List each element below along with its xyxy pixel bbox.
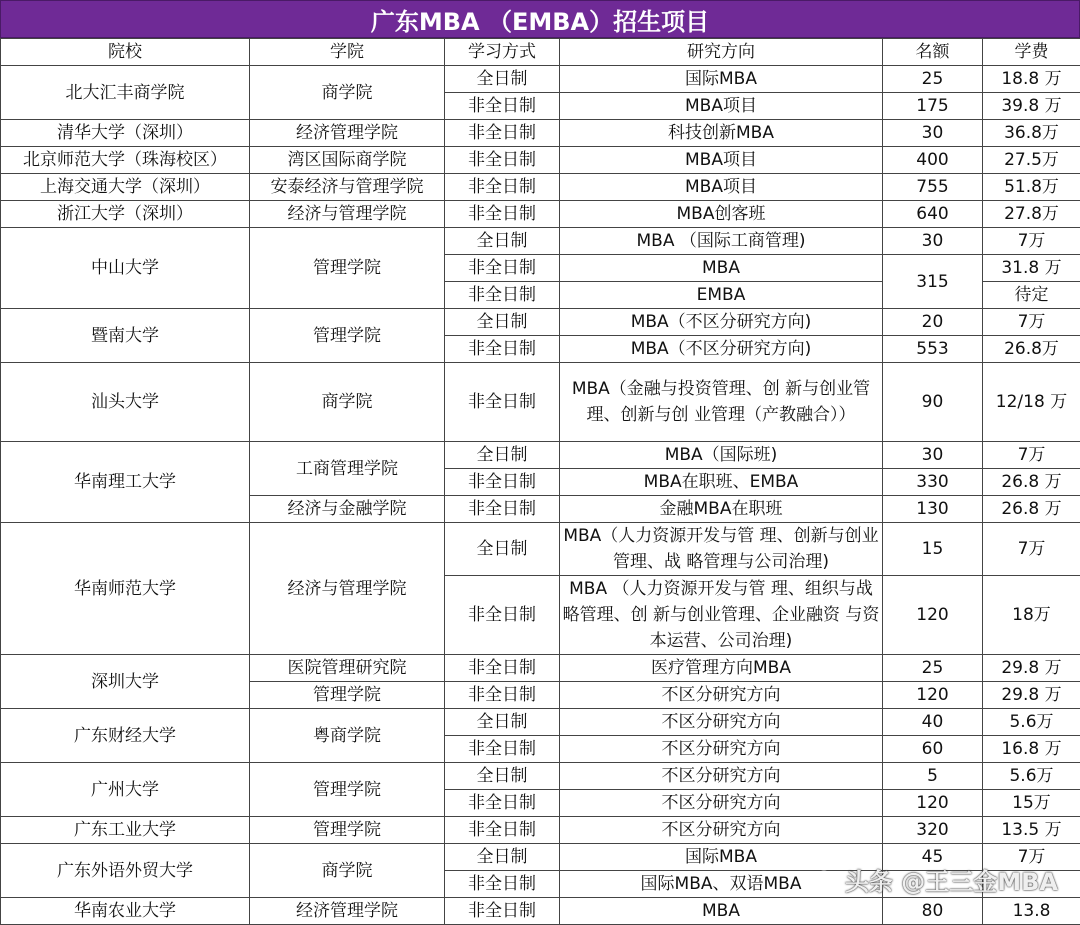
table-row [1, 442, 1080, 469]
tuition-cell: 29.8 万 [983, 655, 1080, 682]
table-row [1, 817, 1080, 844]
mode-cell: 非全日制 [445, 736, 560, 763]
tuition-cell: 36.8万 [983, 120, 1080, 147]
mode-cell: 非全日制 [445, 817, 560, 844]
header-school: 院校 [1, 39, 250, 66]
tuition-cell: 18.8 万 [983, 66, 1080, 93]
tuition-cell: 7万 [983, 523, 1080, 576]
mode-cell: 非全日制 [445, 576, 560, 655]
mode-cell: 非全日制 [445, 174, 560, 201]
quota-cell: 25 [883, 66, 983, 93]
college-cell: 湾区国际商学院 [250, 147, 445, 174]
school-cell: 广东财经大学 [1, 709, 250, 763]
header-tuition: 学费 [983, 39, 1080, 66]
mode-cell: 全日制 [445, 523, 560, 576]
direction-cell: 国际MBA [560, 844, 883, 871]
college-cell: 经济管理学院 [250, 120, 445, 147]
tuition-cell: 27.5万 [983, 147, 1080, 174]
mode-cell: 非全日制 [445, 363, 560, 442]
mba-program-table [0, 38, 1080, 925]
tuition-cell: 15万 [983, 790, 1080, 817]
direction-cell: MBA（人力资源开发与管 理、创新与创业管理、战 略管理与公司治理) [560, 523, 883, 576]
direction-cell: 金融MBA在职班 [560, 496, 883, 523]
direction-cell: 不区分研究方向 [560, 790, 883, 817]
school-cell: 上海交通大学（深圳） [1, 174, 250, 201]
college-cell: 安泰经济与管理学院 [250, 174, 445, 201]
table-row [1, 363, 1080, 442]
table-row [1, 523, 1080, 576]
mode-cell: 非全日制 [445, 790, 560, 817]
table-row [1, 120, 1080, 147]
mode-cell: 非全日制 [445, 120, 560, 147]
tuition-cell: 13.8 [983, 898, 1080, 925]
table-row [1, 898, 1080, 925]
table-row [1, 66, 1080, 93]
direction-cell: MBA（国际班) [560, 442, 883, 469]
direction-cell: 不区分研究方向 [560, 682, 883, 709]
school-cell: 汕头大学 [1, 363, 250, 442]
tuition-cell: 5.6万 [983, 709, 1080, 736]
tuition-cell: 18万 [983, 576, 1080, 655]
college-cell: 管理学院 [250, 817, 445, 844]
table-row [1, 309, 1080, 336]
quota-cell: 175 [883, 93, 983, 120]
direction-cell: MBA [560, 898, 883, 925]
tuition-cell: 7万 [983, 442, 1080, 469]
direction-cell: 国际MBA、双语MBA [560, 871, 883, 898]
college-cell: 商学院 [250, 363, 445, 442]
school-cell: 华南师范大学 [1, 523, 250, 655]
direction-cell: MBA创客班 [560, 201, 883, 228]
tuition-cell: 39.8 万 [983, 93, 1080, 120]
quota-cell: 553 [883, 336, 983, 363]
direction-cell: MBA （人力资源开发与管 理、组织与战略管理、创 新与创业管理、企业融资 与资本运营、公司治理) [560, 576, 883, 655]
mode-cell: 非全日制 [445, 282, 560, 309]
direction-cell: MBA（不区分研究方向) [560, 309, 883, 336]
school-cell: 北大汇丰商学院 [1, 66, 250, 120]
quota-cell: 400 [883, 147, 983, 174]
direction-cell: MBA（不区分研究方向) [560, 336, 883, 363]
school-cell: 华南农业大学 [1, 898, 250, 925]
header-college: 学院 [250, 39, 445, 66]
tuition-cell: 16.8 万 [983, 736, 1080, 763]
tuition-cell: 7万 [983, 844, 1080, 871]
direction-cell: 不区分研究方向 [560, 817, 883, 844]
direction-cell: MBA项目 [560, 147, 883, 174]
tuition-cell: 29.8 万 [983, 682, 1080, 709]
college-cell: 经济与金融学院 [250, 496, 445, 523]
mode-cell: 全日制 [445, 844, 560, 871]
table-row [1, 709, 1080, 736]
mode-cell: 全日制 [445, 66, 560, 93]
college-cell: 管理学院 [250, 763, 445, 817]
table-row [1, 147, 1080, 174]
mode-cell: 非全日制 [445, 655, 560, 682]
direction-cell: 国际MBA [560, 66, 883, 93]
school-cell: 华南理工大学 [1, 442, 250, 523]
school-cell: 北京师范大学（珠海校区） [1, 147, 250, 174]
table-row [1, 228, 1080, 255]
table-row [1, 763, 1080, 790]
college-cell: 管理学院 [250, 309, 445, 363]
school-cell: 暨南大学 [1, 309, 250, 363]
tuition-cell: 7万 [983, 309, 1080, 336]
school-cell: 广州大学 [1, 763, 250, 817]
college-cell: 医院管理研究院 [250, 655, 445, 682]
direction-cell: MBA在职班、EMBA [560, 469, 883, 496]
direction-cell: 科技创新MBA [560, 120, 883, 147]
quota-cell: 30 [883, 442, 983, 469]
school-cell: 清华大学（深圳） [1, 120, 250, 147]
mode-cell: 非全日制 [445, 255, 560, 282]
tuition-cell: 12/18 万 [983, 363, 1080, 442]
table-row [1, 201, 1080, 228]
watermark-text: 头条 @王三金MBA [845, 862, 1058, 897]
college-cell: 商学院 [250, 66, 445, 120]
college-cell: 商学院 [250, 844, 445, 898]
quota-cell: 640 [883, 201, 983, 228]
mode-cell: 非全日制 [445, 898, 560, 925]
direction-cell: 不区分研究方向 [560, 763, 883, 790]
table-row [1, 174, 1080, 201]
tuition-cell: 待定 [983, 282, 1080, 309]
quota-cell: 120 [883, 682, 983, 709]
college-cell: 管理学院 [250, 682, 445, 709]
mode-cell: 非全日制 [445, 201, 560, 228]
direction-cell: 不区分研究方向 [560, 709, 883, 736]
direction-cell: MBA项目 [560, 174, 883, 201]
school-cell: 深圳大学 [1, 655, 250, 709]
quota-cell: 15 [883, 523, 983, 576]
quota-cell: 120 [883, 576, 983, 655]
direction-cell: MBA项目 [560, 93, 883, 120]
mode-cell: 全日制 [445, 309, 560, 336]
school-cell: 中山大学 [1, 228, 250, 309]
quota-cell: 40 [883, 709, 983, 736]
tuition-cell: 7万 [983, 228, 1080, 255]
tuition-cell: 27.8万 [983, 201, 1080, 228]
mode-cell: 非全日制 [445, 147, 560, 174]
tuition-cell: 26.8 万 [983, 496, 1080, 523]
quota-cell [883, 871, 983, 898]
direction-cell: MBA （国际工商管理) [560, 228, 883, 255]
mode-cell: 非全日制 [445, 336, 560, 363]
tuition-cell: 13.5 万 [983, 817, 1080, 844]
quota-cell: 60 [883, 736, 983, 763]
college-cell: 经济与管理学院 [250, 201, 445, 228]
tuition-cell: 26.8万 [983, 336, 1080, 363]
quota-cell: 315 [883, 255, 983, 309]
quota-cell: 90 [883, 363, 983, 442]
header-quota: 名额 [883, 39, 983, 66]
mode-cell: 全日制 [445, 442, 560, 469]
direction-cell: EMBA [560, 282, 883, 309]
direction-cell: MBA（金融与投资管理、创 新与创业管理、创新与创 业管理（产教融合）） [560, 363, 883, 442]
quota-cell: 130 [883, 496, 983, 523]
header-study-mode: 学习方式 [445, 39, 560, 66]
quota-cell: 320 [883, 817, 983, 844]
mode-cell: 全日制 [445, 709, 560, 736]
college-cell: 经济与管理学院 [250, 523, 445, 655]
direction-cell: 医疗管理方向MBA [560, 655, 883, 682]
quota-cell: 30 [883, 120, 983, 147]
table-row [1, 655, 1080, 682]
college-cell: 粤商学院 [250, 709, 445, 763]
mode-cell: 非全日制 [445, 496, 560, 523]
quota-cell: 755 [883, 174, 983, 201]
college-cell: 管理学院 [250, 228, 445, 309]
mode-cell: 全日制 [445, 228, 560, 255]
school-cell: 广东外语外贸大学 [1, 844, 250, 898]
direction-cell: MBA [560, 255, 883, 282]
quota-cell: 20 [883, 309, 983, 336]
quota-cell: 30 [883, 228, 983, 255]
header-research-direction: 研究方向 [560, 39, 883, 66]
quota-cell: 5 [883, 763, 983, 790]
school-cell: 浙江大学（深圳） [1, 201, 250, 228]
quota-cell: 45 [883, 844, 983, 871]
quota-cell: 80 [883, 898, 983, 925]
page-title: 广东MBA （EMBA）招生项目 [0, 0, 1080, 38]
quota-cell: 120 [883, 790, 983, 817]
quota-cell: 330 [883, 469, 983, 496]
mode-cell: 全日制 [445, 763, 560, 790]
mode-cell: 非全日制 [445, 871, 560, 898]
college-cell: 经济管理学院 [250, 898, 445, 925]
college-cell: 工商管理学院 [250, 442, 445, 496]
tuition-cell: 5.6万 [983, 763, 1080, 790]
mode-cell: 非全日制 [445, 682, 560, 709]
tuition-cell: 51.8万 [983, 174, 1080, 201]
direction-cell: 不区分研究方向 [560, 736, 883, 763]
mode-cell: 非全日制 [445, 93, 560, 120]
school-cell: 广东工业大学 [1, 817, 250, 844]
quota-cell: 25 [883, 655, 983, 682]
tuition-cell: 31.8 万 [983, 255, 1080, 282]
table-row [1, 844, 1080, 871]
tuition-cell [983, 871, 1080, 898]
header-row [1, 39, 1080, 66]
mode-cell: 非全日制 [445, 469, 560, 496]
tuition-cell: 26.8 万 [983, 469, 1080, 496]
